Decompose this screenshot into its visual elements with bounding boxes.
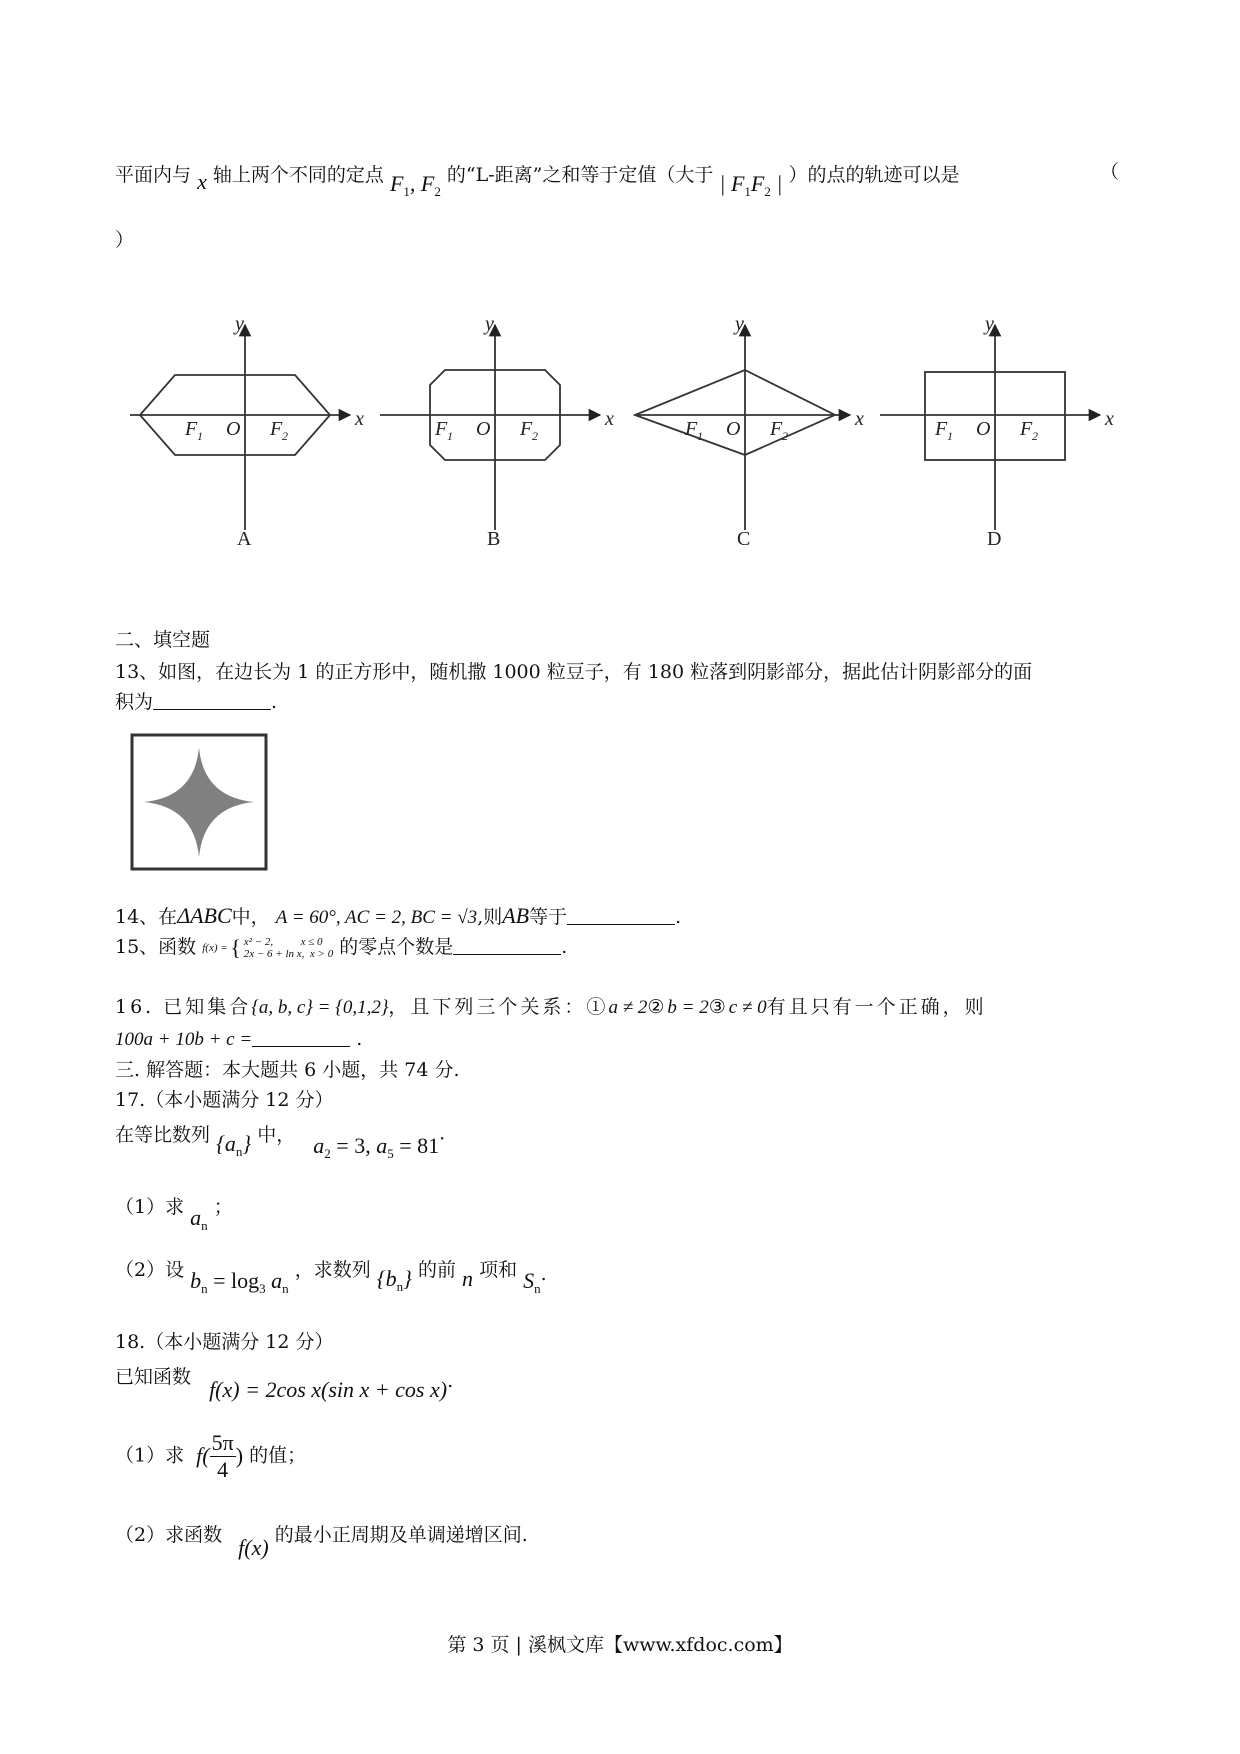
option-d-label: D [987,528,1002,550]
q15-line: 15、函数 f(x) = { x² − 2, x ≤ 0 2x − 6 + ln x, x > 0 的零点个数是 . [115,935,568,960]
q18-part1: （1）求 f( $\frac{5\pi}{4}$ ) 的值； [115,1430,307,1482]
q18-part2: （2）求函数 f(x) 的最小正周期及单调递增区间. [115,1524,528,1560]
q17-head: 17.（本小题满分 12 分） [115,1089,334,1111]
q18-head: 18.（本小题满分 12 分） [115,1331,334,1353]
option-a-f1-label: F [185,418,198,440]
svg-text:2: 2 [532,429,538,443]
option-c-x-label: x [855,408,864,430]
q12-x-var: x [197,169,207,194]
q17-part1: （1）求 $a_n$ ； [115,1196,233,1233]
q16-line2: 100a + 10b + c = . [115,1028,363,1050]
q17-an: $a_n$ [190,1205,208,1233]
q17-sn: $S_n$ [523,1268,541,1296]
section2-title: 二、填空题 [115,629,211,651]
option-d-y-label: y [985,313,994,335]
option-d-f2-label: F [1020,418,1033,440]
option-d-x-label: x [1105,408,1114,430]
q17-n: n [462,1266,474,1291]
q18-fx: f(x) [238,1535,269,1560]
q16-expr: 100a + 10b + c = [115,1029,253,1050]
q13-square-figure [130,733,270,871]
option-a-origin-label: O [226,418,241,440]
q17-cond: $a_2 = 3$, $a_5 = 81$ [313,1133,440,1161]
q18-func: f(x) = 2cos x(sin x + cos x) [209,1377,448,1402]
option-d-f1-label: F [935,418,948,440]
q15-piecewise: f(x) = { x² − 2, x ≤ 0 2x − 6 + ln x, x > 0 [202,935,334,960]
q17-statement: 在等比数列 $\{a_n\}$ 中， $a_2 = 3$, $a_5 = 81\cdot$ [115,1124,446,1161]
q12-paren-open: （ [1100,161,1120,183]
option-a-label: A [237,528,252,550]
q14-triangle: ΔABC [177,903,232,928]
q14-answer-blank [567,906,675,925]
page-footer: 第 3 页 | 溪枫文库【www.xfdoc.com】 [447,1634,793,1656]
q13-line2: 积为 . [115,691,278,713]
svg-text:1: 1 [197,429,203,443]
q13-answer-blank [153,691,271,710]
section3-title: 三. 解答题：本大题共 6 小题，共 74 分. [115,1059,460,1081]
q17-seq: $\{a_n\}$ [216,1131,252,1159]
q13-line1: 13、如图，在边长为 1 的正方形中，随机撒 1000 粒豆子，有 180 粒落到阴影部分，据此估计阴影部分的面 [115,661,1033,683]
svg-text:1: 1 [947,429,953,443]
option-a-x-label: x [355,408,364,430]
option-c-origin-label: O [726,418,741,440]
q12-f1f2: $F_1$, $F_2$ [389,171,441,199]
option-b-x-label: x [605,408,614,430]
q16-rel2: b = 2 [667,997,709,1018]
q17-bn-def: $b_n = \log_3 a_n$ [190,1268,289,1296]
option-c-label: C [737,528,751,550]
svg-text:1: 1 [697,429,703,443]
option-c-f2-label: F [770,418,783,440]
q16-set: {a, b, c} = {0,1,2} [251,997,389,1018]
q16-answer-blank [252,1028,350,1047]
option-c-y-label: y [735,313,744,335]
option-b-f2-label: F [520,418,533,440]
q16-line1: 16. 已知集合{a, b, c} = {0,1,2}，且下列三个关系：①a ≠ 2②b = 2③c ≠ 0有且只有一个正确，则 [115,996,987,1018]
option-b-origin-label: O [476,418,491,440]
option-d-origin-label: O [976,418,991,440]
option-a-y-label: y [235,313,244,335]
q12-line1: 平面内与 x 轴上两个不同的定点 $F_1$, $F_2$ 的“L-距离”之和等于定值（大于 | $F_1F_2$ | ）的点的轨迹可以是 （ [115,161,1120,199]
q12-paren-close: ） [115,229,135,251]
svg-text:2: 2 [1032,429,1038,443]
option-c-graph [635,325,850,530]
option-b-label: B [487,528,501,550]
q12-figure-options [110,300,1130,560]
q16-rel1: a ≠ 2 [608,997,648,1018]
q18-f-5pi-4: f( [196,1443,210,1469]
q18-fraction: $\frac{5\pi}{4}$ [211,1430,234,1482]
svg-text:2: 2 [782,429,788,443]
option-b-y-label: y [485,313,494,335]
q17-part2: （2）设 $b_n = \log_3 a_n$ ，求数列 $\{b_n\}$ 的前 n 项和 $S_n$. [115,1259,547,1296]
svg-text:1: 1 [447,429,453,443]
q12-abs-f1f2: | $F_1F_2$ | [719,171,783,199]
option-c-f1-label: F [685,418,698,440]
q16-rel3: c ≠ 0 [728,997,767,1018]
q17-bn-seq: $\{b_n\}$ [376,1266,412,1294]
q14-ab: AB [502,903,530,928]
q14-line: 14、在ΔABC中， A = 60°, AC = 2, BC = √3,则AB等于 . [115,903,682,928]
q14-condition: A = 60°, AC = 2, BC = √3 [275,907,478,928]
option-b-f1-label: F [435,418,448,440]
svg-text:2: 2 [282,429,288,443]
q15-answer-blank [453,936,561,955]
option-a-f2-label: F [270,418,283,440]
q18-statement: 已知函数 f(x) = 2cos x(sin x + cos x). [115,1366,454,1402]
